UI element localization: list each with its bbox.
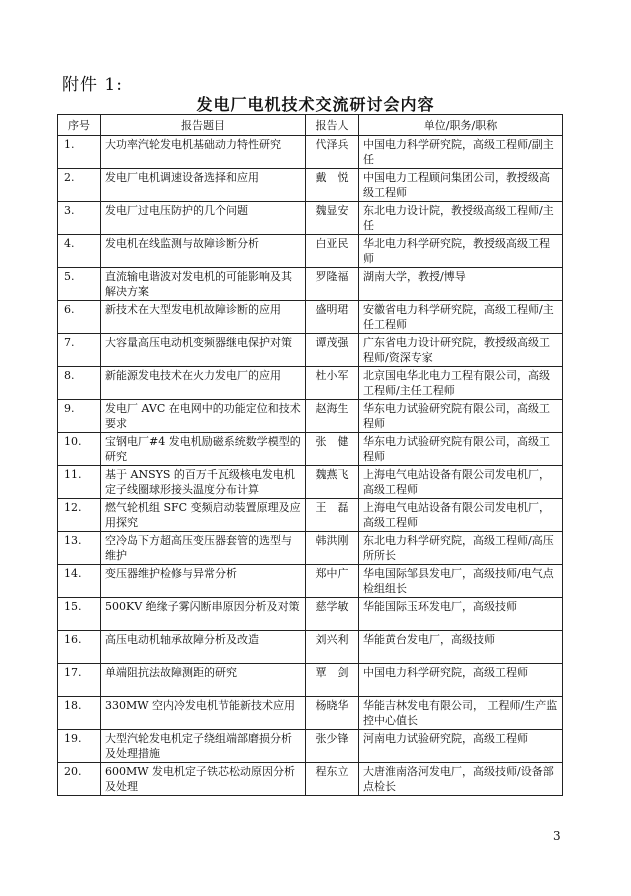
row-affiliation: 中国电力工程顾问集团公司，教授级高级工程师 xyxy=(359,169,563,202)
program-table xyxy=(57,114,563,796)
row-topic: 直流输电谐波对发电机的可能影响及其解决方案 xyxy=(101,268,306,301)
row-affiliation: 中国电力科学研究院，高级工程师/副主任 xyxy=(359,136,563,169)
row-number: 20. xyxy=(58,763,101,796)
table-row xyxy=(58,697,563,730)
row-number: 8. xyxy=(58,367,101,400)
table-row xyxy=(58,631,563,664)
table-row xyxy=(58,532,563,565)
row-reporter: 戴 悦 xyxy=(306,169,359,202)
table-row xyxy=(58,466,563,499)
table-header-row xyxy=(58,115,563,136)
row-number: 13. xyxy=(58,532,101,565)
table-row xyxy=(58,598,563,631)
row-number: 14. xyxy=(58,565,101,598)
row-reporter: 张 健 xyxy=(306,433,359,466)
row-affiliation: 大唐淮南洛河发电厂，高级技师/设备部点检长 xyxy=(359,763,563,796)
row-affiliation: 上海电气电站设备有限公司发电机厂，高级工程师 xyxy=(359,499,563,532)
row-topic: 大功率汽轮发电机基础动力特性研究 xyxy=(101,136,306,169)
table-row xyxy=(58,433,563,466)
row-reporter: 赵海生 xyxy=(306,400,359,433)
row-number: 3. xyxy=(58,202,101,235)
row-affiliation: 中国电力科学研究院，高级工程师 xyxy=(359,664,563,697)
table-row xyxy=(58,169,563,202)
row-reporter: 代泽兵 xyxy=(306,136,359,169)
row-reporter: 白亚民 xyxy=(306,235,359,268)
row-topic: 宝钢电厂#4 发电机励磁系统数学模型的研究 xyxy=(101,433,306,466)
row-reporter: 刘兴利 xyxy=(306,631,359,664)
row-number: 4. xyxy=(58,235,101,268)
row-number: 10. xyxy=(58,433,101,466)
row-topic: 变压器维护检修与异常分析 xyxy=(101,565,306,598)
row-topic: 大容量高压电动机变频器继电保护对策 xyxy=(101,334,306,367)
row-topic: 发电厂电机调速设备选择和应用 xyxy=(101,169,306,202)
table-row xyxy=(58,235,563,268)
row-affiliation: 华电国际邹县发电厂，高级技师/电气点检组组长 xyxy=(359,565,563,598)
row-topic: 330MW 空内冷发电机节能新技术应用 xyxy=(101,697,306,730)
row-affiliation: 安徽省电力科学研究院，高级工程师/主任工程师 xyxy=(359,301,563,334)
table-row xyxy=(58,400,563,433)
table-row xyxy=(58,664,563,697)
attachment-label: 附件 1: xyxy=(62,75,123,95)
row-affiliation: 北京国电华北电力工程有限公司，高级工程师/主任工程师 xyxy=(359,367,563,400)
row-affiliation: 广东省电力设计研究院，教授级高级工程师/资深专家 xyxy=(359,334,563,367)
row-topic: 燃气轮机组 SFC 变频启动装置原理及应用探究 xyxy=(101,499,306,532)
row-reporter: 杨晓华 xyxy=(306,697,359,730)
row-number: 11. xyxy=(58,466,101,499)
row-affiliation: 华能黄台发电厂，高级技师 xyxy=(359,631,563,664)
row-number: 18. xyxy=(58,697,101,730)
row-topic: 单端阻抗法故障测距的研究 xyxy=(101,664,306,697)
row-topic: 空冷岛下方超高压变压器套管的选型与维护 xyxy=(101,532,306,565)
row-reporter: 盛明珺 xyxy=(306,301,359,334)
row-topic: 高压电动机轴承故障分析及改造 xyxy=(101,631,306,664)
row-reporter: 王 磊 xyxy=(306,499,359,532)
table-row xyxy=(58,730,563,763)
table-row xyxy=(58,301,563,334)
header-topic: 报告题目 xyxy=(101,115,306,136)
row-number: 12. xyxy=(58,499,101,532)
row-reporter: 覃 剑 xyxy=(306,664,359,697)
row-number: 17. xyxy=(58,664,101,697)
header-affiliation: 单位/职务/职称 xyxy=(359,115,563,136)
row-topic: 发电机在线监测与故障诊断分析 xyxy=(101,235,306,268)
row-topic: 发电厂 AVC 在电网中的功能定位和技术要求 xyxy=(101,400,306,433)
table-row xyxy=(58,202,563,235)
row-topic: 新技术在大型发电机故障诊断的应用 xyxy=(101,301,306,334)
row-affiliation: 东北电力设计院，教授级高级工程师/主任 xyxy=(359,202,563,235)
row-number: 2. xyxy=(58,169,101,202)
row-number: 7. xyxy=(58,334,101,367)
row-topic: 发电厂过电压防护的几个问题 xyxy=(101,202,306,235)
row-number: 6. xyxy=(58,301,101,334)
row-reporter: 罗隆福 xyxy=(306,268,359,301)
row-affiliation: 上海电气电站设备有限公司发电机厂，高级工程师 xyxy=(359,466,563,499)
row-reporter: 张少锋 xyxy=(306,730,359,763)
row-number: 1. xyxy=(58,136,101,169)
row-affiliation: 华能吉林发电有限公司， 工程师/生产监控中心值长 xyxy=(359,697,563,730)
row-reporter: 谭茂强 xyxy=(306,334,359,367)
row-affiliation: 湖南大学，教授/博导 xyxy=(359,268,563,301)
header-number: 序号 xyxy=(58,115,101,136)
table-row xyxy=(58,763,563,796)
table-row xyxy=(58,268,563,301)
row-topic: 基于 ANSYS 的百万千瓦级核电发电机定子线圈球形接头温度分布计算 xyxy=(101,466,306,499)
row-reporter: 魏显安 xyxy=(306,202,359,235)
row-topic: 600MW 发电机定子铁芯松动原因分析及处理 xyxy=(101,763,306,796)
row-affiliation: 华东电力试验研究院有限公司，高级工程师 xyxy=(359,433,563,466)
row-number: 5. xyxy=(58,268,101,301)
page-number: 3 xyxy=(553,829,561,843)
row-reporter: 魏燕飞 xyxy=(306,466,359,499)
row-number: 16. xyxy=(58,631,101,664)
table-row xyxy=(58,367,563,400)
row-reporter: 杜小军 xyxy=(306,367,359,400)
row-topic: 500KV 绝缘子雾闪断串原因分析及对策 xyxy=(101,598,306,631)
row-affiliation: 华东电力试验研究院有限公司，高级工程师 xyxy=(359,400,563,433)
row-number: 9. xyxy=(58,400,101,433)
row-reporter: 慈学敏 xyxy=(306,598,359,631)
row-affiliation: 东北电力科学研究院，高级工程师/高压所所长 xyxy=(359,532,563,565)
table-row xyxy=(58,499,563,532)
row-topic: 新能源发电技术在火力发电厂的应用 xyxy=(101,367,306,400)
table-row xyxy=(58,136,563,169)
row-number: 15. xyxy=(58,598,101,631)
row-reporter: 郑中广 xyxy=(306,565,359,598)
row-affiliation: 河南电力试验研究院，高级工程师 xyxy=(359,730,563,763)
table-row xyxy=(58,334,563,367)
row-affiliation: 华能国际玉环发电厂，高级技师 xyxy=(359,598,563,631)
header-reporter: 报告人 xyxy=(306,115,359,136)
document-title: 发电厂电机技术交流研讨会内容 xyxy=(196,95,435,114)
row-number: 19. xyxy=(58,730,101,763)
row-reporter: 韩洪刚 xyxy=(306,532,359,565)
row-topic: 大型汽轮发电机定子绕组端部磨损分析及处理措施 xyxy=(101,730,306,763)
row-reporter: 程东立 xyxy=(306,763,359,796)
table-row xyxy=(58,565,563,598)
row-affiliation: 华北电力科学研究院，教授级高级工程师 xyxy=(359,235,563,268)
